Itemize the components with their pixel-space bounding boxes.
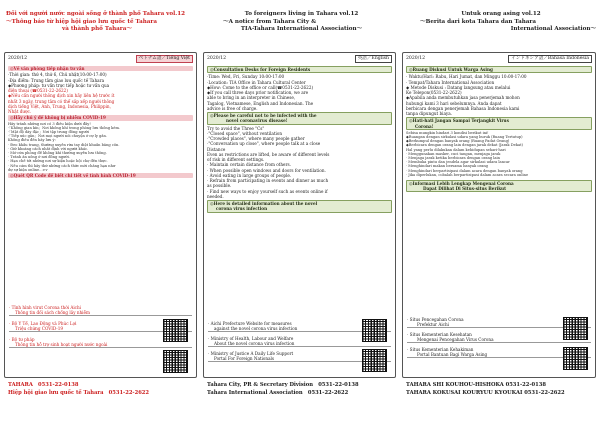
- vi-notice-frame: [4, 52, 197, 378]
- vi-link-mhlw-desc[interactable]: Triệu chứng COVID-19: [9, 326, 192, 332]
- en-qr-code-aichi[interactable]: [362, 319, 387, 342]
- id-consult-line: · Tempat/Tahara International Association: [406, 79, 495, 85]
- id-careful-header-line-2: Corona!: [415, 123, 434, 129]
- id-consult-line: hubungi kami 3 hari sebelumnya. Anda dapat: [406, 100, 502, 106]
- vi-link-aichi-desc[interactable]: Thông tin đối sách chống lây nhiễm: [9, 310, 192, 316]
- id-consult-line: ◆ Metode Diskusi : Datang langsung atau melalui: [406, 84, 511, 90]
- en-careful-line: of risk in different settings.: [207, 157, 265, 162]
- id-consult-line: berbicara dengan penerjemah Bahasa Indonesia kami: [406, 105, 520, 111]
- en-careful-line: Even as restrictions are lifted, be aware of different levels: [207, 151, 330, 157]
- en-careful-line: · Find new ways to enjoy yourself such as events online if: [207, 188, 328, 194]
- vi-subtitle-1: ～Thông báo từ hiệp hội giao lưu quốc tế Tahara: [6, 19, 157, 26]
- vi-link-moj[interactable]: · Bộ tư pháp: [9, 337, 35, 342]
- vi-line: Nhật được.: [8, 109, 32, 114]
- id-qr-code-aichi[interactable]: [563, 317, 588, 340]
- id-link-aichi[interactable]: · Situs Pencegahan Corona: [407, 317, 464, 322]
- vi-line: ·Địa điểm: Trung tâm giao lưu quốc tế Tahara: [8, 77, 105, 83]
- en-consult-header: ◎Consultation Desks for Foreign Residents: [207, 66, 392, 73]
- id-consult-header: ◎Ruang Diskusi Untuk Warga Asing: [406, 66, 592, 73]
- id-qr-code-mhlw[interactable]: [563, 347, 588, 370]
- vi-line: dịch tiếng Việt, Anh, Trung, Indonesia, Philippin,: [8, 103, 111, 109]
- vi-corona-line: Không điều đến hãy lưu ý:: [8, 138, 56, 143]
- vi-footer-city: TAHARA 0531-22-0138: [8, 382, 79, 388]
- vi-qr-code-aichi[interactable]: [163, 319, 188, 342]
- vietnamese-column: [2, 0, 199, 424]
- id-link-mhlw[interactable]: · Situs Kementerian Kesehatan: [407, 332, 472, 337]
- id-footer-city: TAHARA SHI KOUHOU-HISHOKA 0531-22-0138: [406, 382, 546, 388]
- vi-subtitle-2: và thành phố Tahara～: [62, 26, 132, 33]
- en-consult-line: ◆How: Come to the office or call(☎0531-22-2622): [207, 84, 314, 90]
- en-footer-association: Tahara International Association 0531-22-2622: [207, 389, 349, 396]
- vi-link-aichi[interactable]: · Tỉnh hình virut Corona thời Aichi: [9, 305, 81, 310]
- en-info-header-line-1: ◎Here is detailed information about the novel: [210, 201, 318, 206]
- en-link-aichi-desc[interactable]: against the novel corona virus infection: [208, 326, 391, 332]
- id-notice-frame: [402, 52, 596, 378]
- id-language-tag: インドネシア語／Bahasa Indonesia: [508, 55, 592, 63]
- vi-body: [8, 65, 193, 179]
- id-careful-line: · Menghindari berpartisipasi dalam acara dengan banyak orang: [406, 168, 523, 173]
- vi-corona-line: · Nếu cảm thì hãy thử những cách thức mới chẳng hạn như: [8, 163, 116, 168]
- vi-date: 2020/12: [8, 56, 28, 61]
- vi-link-mhlw[interactable]: · Bộ Y Tế, Lao Động và Phúc Lợi: [9, 321, 77, 326]
- id-consult-line: Ke Telepon(0531-22-2622): [406, 90, 462, 95]
- id-info-header-line-1: ◎Informasi Lebih Lengkap Mengenai Corona: [409, 180, 514, 186]
- vi-consult-header: ◎Về văn phòng tiếp nhận tư vấn: [8, 66, 193, 71]
- id-careful-header-line-1: ◎Hati-hati Jangan Sampai Terjangkit Virus: [409, 118, 509, 124]
- en-consult-line: advice is free of charge.: [207, 105, 258, 111]
- id-careful-line: · Menggunakan masker, cuci tangan, menjaga jarak: [406, 151, 501, 156]
- vi-title: Đối với người nước ngoài sống ở thành phố Tahara vol.12: [6, 11, 186, 17]
- id-careful-line: · Jika diperlukan, cobalah berpartisipasi dalam acara secara online: [406, 172, 529, 177]
- en-footer-city: Tahara City, PR & Secretary Division 0531-22-0138: [207, 382, 359, 388]
- vi-corona-line: · Mở cửa phòng để không khí thường xuyên lưu thông.: [8, 150, 107, 155]
- id-title: Untuk orang asing vol.12: [461, 11, 541, 17]
- en-date: 2020/12: [207, 56, 227, 61]
- id-careful-header: [406, 117, 592, 130]
- id-careful-line: ◆Ruangan dengan sirkulasi udara yang buruk (Ruang Tertutup): [406, 134, 523, 139]
- en-footer: [207, 382, 396, 397]
- en-consult-line: Tagalog, Vietnamese, English and Indonesian. The: [207, 100, 314, 106]
- vi-line: nhất 3 ngày, trung tâm có thể sắp xếp người thông: [8, 98, 115, 104]
- en-subtitle-1: ～A notice from Tahara City &: [223, 19, 317, 26]
- vi-corona-line: Hãy tránh những nơi có 3 điều kiện dưới đây!: [8, 121, 91, 126]
- id-consult-line: ◆Apabila anda membutuhkan jasa penerjemah mohon: [406, 95, 520, 101]
- vi-line: điện thoại (☎0531-22-2622): [8, 88, 68, 93]
- en-link-moj[interactable]: · Ministry of Justice A Daily Life Support: [208, 351, 294, 356]
- en-careful-header-line-1: ◎Please be careful not to be infected with the: [210, 113, 317, 118]
- en-info-header-line-2: corona virus infection: [216, 206, 268, 212]
- vi-corona-line: ·「Mật độ dày đặc」Nơi tập trung đông người: [8, 129, 89, 134]
- indonesian-column: [400, 0, 598, 424]
- id-careful-line: ◆Berkumpul dengan banyak orang (Ruang Padat Orang): [406, 139, 510, 144]
- id-subtitle-1: ～Berita dari kota Tahara dan Tahara: [420, 19, 536, 26]
- en-careful-line: · Avoid eating in large groups of people.: [207, 172, 292, 178]
- vi-language-tag: ベトナム語／Tiếng Việt: [136, 55, 193, 63]
- vi-link-moj-desc[interactable]: Thông tin hỗ trợ sinh hoạt người nước ngoài: [9, 342, 192, 348]
- en-careful-line: ·"Closed space", without ventilation: [207, 130, 283, 136]
- vi-corona-line: · Giữ khoảng cách nhất định với người khác.: [8, 146, 89, 151]
- id-link-mhlw-desc[interactable]: Mengenai Pencegahan Virus Corona: [407, 337, 591, 343]
- en-careful-line: ·"Conversation up close", where people talk at a close: [207, 141, 321, 147]
- vi-corona-line: dự sự kiện online…v.v: [8, 167, 48, 172]
- id-footer-association: TAHARA KOKUSAI KOURYUU KYOUKAI 0531-22-2622: [406, 389, 565, 396]
- en-careful-line: as possible.: [207, 183, 232, 189]
- en-info-header: [207, 200, 392, 213]
- en-body: [207, 65, 392, 214]
- en-careful-line: · Maintain certain distance from others.: [207, 162, 291, 168]
- en-link-moj-desc[interactable]: Portal For Foreign Nationals: [208, 356, 391, 362]
- vi-footer: [8, 382, 197, 397]
- id-date: 2020/12: [406, 56, 426, 61]
- id-link-moj[interactable]: · Situs Kementerian Kehakiman: [407, 347, 474, 352]
- en-careful-line: needed.: [207, 193, 224, 199]
- vi-line: ◆Phương pháp: tư vấn trực tiếp hoặc tư vấn qua: [8, 82, 110, 88]
- en-careful-line: Try to avoid the Three "Cs": [207, 125, 265, 131]
- id-careful-line: ◆Berbicara dengan orang lain dengan jarak dekat (Jarak Dekat): [406, 143, 523, 148]
- id-link-moj-desc[interactable]: Portal Bantuan Bagi Warga Asing: [407, 352, 591, 358]
- id-careful-line: Sebisa mungkin hindari 3 kondisi berikut ini!: [406, 130, 489, 135]
- vi-corona-line: · Đeo khẩu trang, thường xuyên rửa tay diệt khuẩn bằng cồn.: [8, 142, 120, 147]
- en-notice-frame: [203, 52, 396, 378]
- en-careful-line: · Refrain from participating in events and dinner as much: [207, 178, 329, 183]
- vi-qr-code-mhlw[interactable]: [163, 350, 188, 373]
- vi-corona-line: · Tránh ăn uống ở nơi đông người.: [8, 155, 70, 160]
- id-subtitle-2: International Association～: [510, 26, 596, 33]
- id-careful-line: · Menjaga jarak ketika berbicara dengan orang lain: [406, 155, 500, 160]
- id-footer: [406, 382, 596, 397]
- en-careful-header-line-2: novel coronavirus disease!: [226, 118, 288, 124]
- en-careful-line: Distance: [207, 146, 226, 152]
- en-consult-line: ◆If you call three days prior notification, we are: [207, 90, 309, 95]
- en-consult-line: ·Location: TIA Office in Tahara Cultural Center: [207, 79, 306, 85]
- english-column: [201, 0, 398, 424]
- en-link-mhlw[interactable]: · Ministry of Health, Labour and Welfare: [208, 336, 294, 341]
- en-language-tag: 英語／English: [355, 55, 392, 63]
- en-qr-code-mhlw[interactable]: [362, 349, 387, 372]
- id-careful-line: · Membuka pintu dan jendela agar sirkulasi udara lancar: [406, 160, 510, 165]
- id-info-header: [406, 180, 592, 193]
- id-careful-line: Hal yang perlu dilakukan dalam kehidupan sehari-hari: [406, 147, 506, 152]
- id-consult-line: · Waktu/Hari: Rabu, Hari Jumat, dan Minggu 10:00-17:00: [406, 74, 527, 80]
- en-consult-line: able to bring in an interpreter in Chinese,: [207, 95, 296, 101]
- en-careful-line: ·"Crowded places", where many people gather: [207, 136, 305, 141]
- id-careful-line: · Menghindari makan bersama banyak orang: [406, 164, 488, 169]
- vi-line: ◆Nếu cần người thông dịch xin hãy liên hệ trước ít: [8, 93, 115, 99]
- vi-corona-line: ·「Tiếp xúc gần」Nơi mọi người nói chuyện ở cự ly gần.: [8, 134, 107, 139]
- en-link-mhlw-desc[interactable]: About the novel corona virus infection: [208, 341, 391, 347]
- id-consult-line: tanpa dipungut biaya.: [406, 111, 453, 116]
- en-careful-line: · When possible open windows and doors for ventilation.: [207, 167, 326, 173]
- id-info-header-line-2: Dapat Dilihat Di Situs-situs Berikut: [423, 186, 506, 192]
- vi-corona-line: ·「Không gian kín」Nơi không khí trong phòng lưu thông kém.: [8, 125, 121, 130]
- id-body: [406, 65, 592, 193]
- vi-line: ·Thời gian: thứ 4, thứ 6, Chủ nhật(10:00-17:00): [8, 72, 107, 78]
- vi-corona-line: · Hạn chế tới những nơi sự kiện hoặc hội chợ đến thực.: [8, 159, 108, 164]
- vi-corona-header: ◎Hãy chú ý để không bị nhiễm COVID-19: [8, 115, 193, 120]
- en-subtitle-2: TIA-Tahara International Association～: [240, 26, 363, 33]
- en-link-aichi[interactable]: · Aichi Prefecture Website for measures: [208, 321, 292, 326]
- vi-footer-association: Hiệp hội giao lưu quốc tế Tahara 0531-22-2622: [8, 389, 150, 396]
- id-link-aichi-desc[interactable]: Prefektur Aichi: [407, 322, 591, 328]
- en-careful-header: [207, 112, 392, 125]
- en-title: To foreigners living in Tahara vol.12: [244, 11, 359, 17]
- en-consult-line: ·Time: Wed, Fri, Sunday 10:00-17:00: [207, 74, 285, 80]
- vi-info-header: ◎Quét QR Code để biết chi tiết về tình hình COVID-19: [8, 173, 193, 178]
